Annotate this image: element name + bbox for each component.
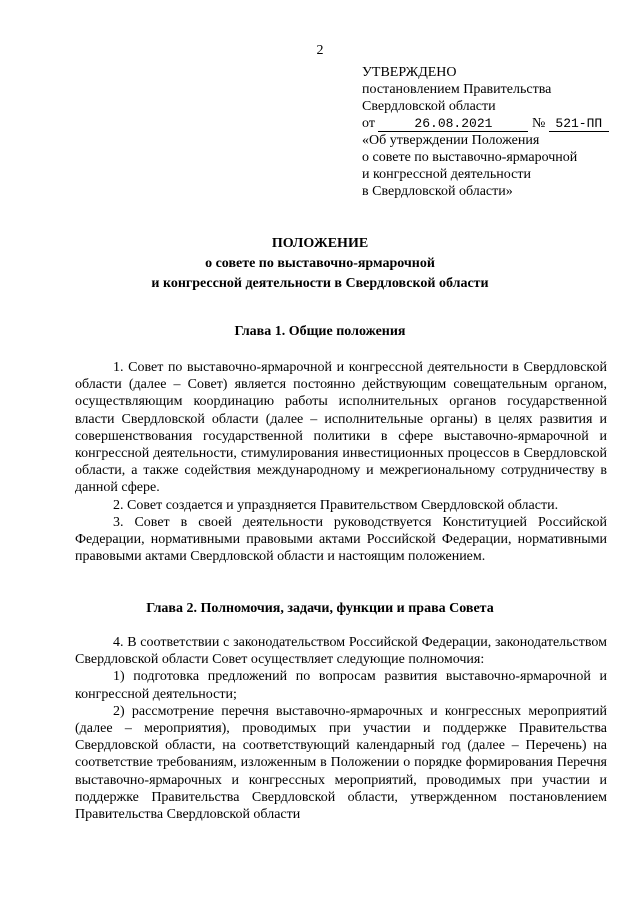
page-number: 2 bbox=[316, 43, 324, 58]
title-sub2: и конгрессной деятельности в Свердловской области bbox=[151, 276, 489, 291]
number-prefix: № bbox=[531, 116, 546, 131]
approval-line3: Свердловской области bbox=[362, 99, 496, 114]
approval-line2: постановлением Правительства bbox=[362, 82, 552, 97]
title-main: ПОЛОЖЕНИЕ bbox=[271, 236, 369, 251]
approval-quote-line1: «Об утверждении Положения bbox=[362, 133, 540, 148]
approval-date: 26.08.2021 bbox=[378, 116, 528, 132]
approval-line1: УТВЕРЖДЕНО bbox=[362, 65, 457, 80]
approval-date-line bbox=[362, 115, 612, 132]
paragraph-4-1: 1) подготовка предложений по вопросам развития выставочно-ярмарочной и конгрессной деятельности; bbox=[75, 669, 607, 702]
title-sub1: о совете по выставочно-ярмарочной bbox=[205, 256, 435, 271]
approval-number: 521-ПП bbox=[549, 116, 609, 132]
approval-quote-line3: и конгрессной деятельности bbox=[362, 167, 531, 182]
paragraph-3: 3. Совет в своей деятельности руководствуется Конституцией Российской Федерации, нормативными правовыми актами Российской Федерации, нормативными правовыми актами Свердловской области и настоящим положением. bbox=[75, 514, 607, 565]
approval-quote-line4: в Свердловской области» bbox=[362, 184, 513, 199]
paragraph-4-2: 2) рассмотрение перечня выставочно-ярмарочных и конгрессных мероприятий (далее – мероприятия), проводимых при участии и поддержке Правительства Свердловской области, на соответствующий календарный год (далее – Перечень) на соответствие требованиям, изложенным в Положении о порядке формирования Перечня выставочно-ярмарочных и конгрессных мероприятий, проводимых при участии и поддержке Правительства Свердловской области, утвержденном постановлением Правительства Свердловской области bbox=[75, 703, 607, 823]
paragraph-4: 4. В соответствии с законодательством Российской Федерации, законодательством Свердловской области Совет осуществляет следующие полномочия: bbox=[75, 635, 607, 668]
paragraph-1: 1. Совет по выставочно-ярмарочной и конгрессной деятельности в Свердловской области (далее – Совет) является постоянно действующим совещательным органом, осуществляющим координацию работы исполнительных органов государственной власти Свердловской области (далее – исполнительные органы) в целях развития и совершенствования государственной политики в сфере выставочно-ярмарочной и конгрессной деятельности, стимулирования инвестиционных процессов в Свердловской области, а также содействия международному и межрегиональному сотрудничеству в данной сфере. bbox=[75, 360, 607, 496]
approval-quote-line2: о совете по выставочно-ярмарочной bbox=[362, 150, 578, 165]
paragraph-2: 2. Совет создается и упраздняется Правительством Свердловской области. bbox=[113, 497, 559, 513]
chapter2-heading: Глава 2. Полномочия, задачи, функции и права Совета bbox=[146, 601, 494, 616]
chapter1-heading: Глава 1. Общие положения bbox=[234, 324, 406, 339]
date-prefix: от bbox=[362, 116, 375, 131]
chapter2-body bbox=[75, 634, 607, 823]
chapter1-body bbox=[75, 359, 607, 565]
document-title bbox=[0, 234, 640, 294]
approval-stamp bbox=[362, 64, 612, 200]
